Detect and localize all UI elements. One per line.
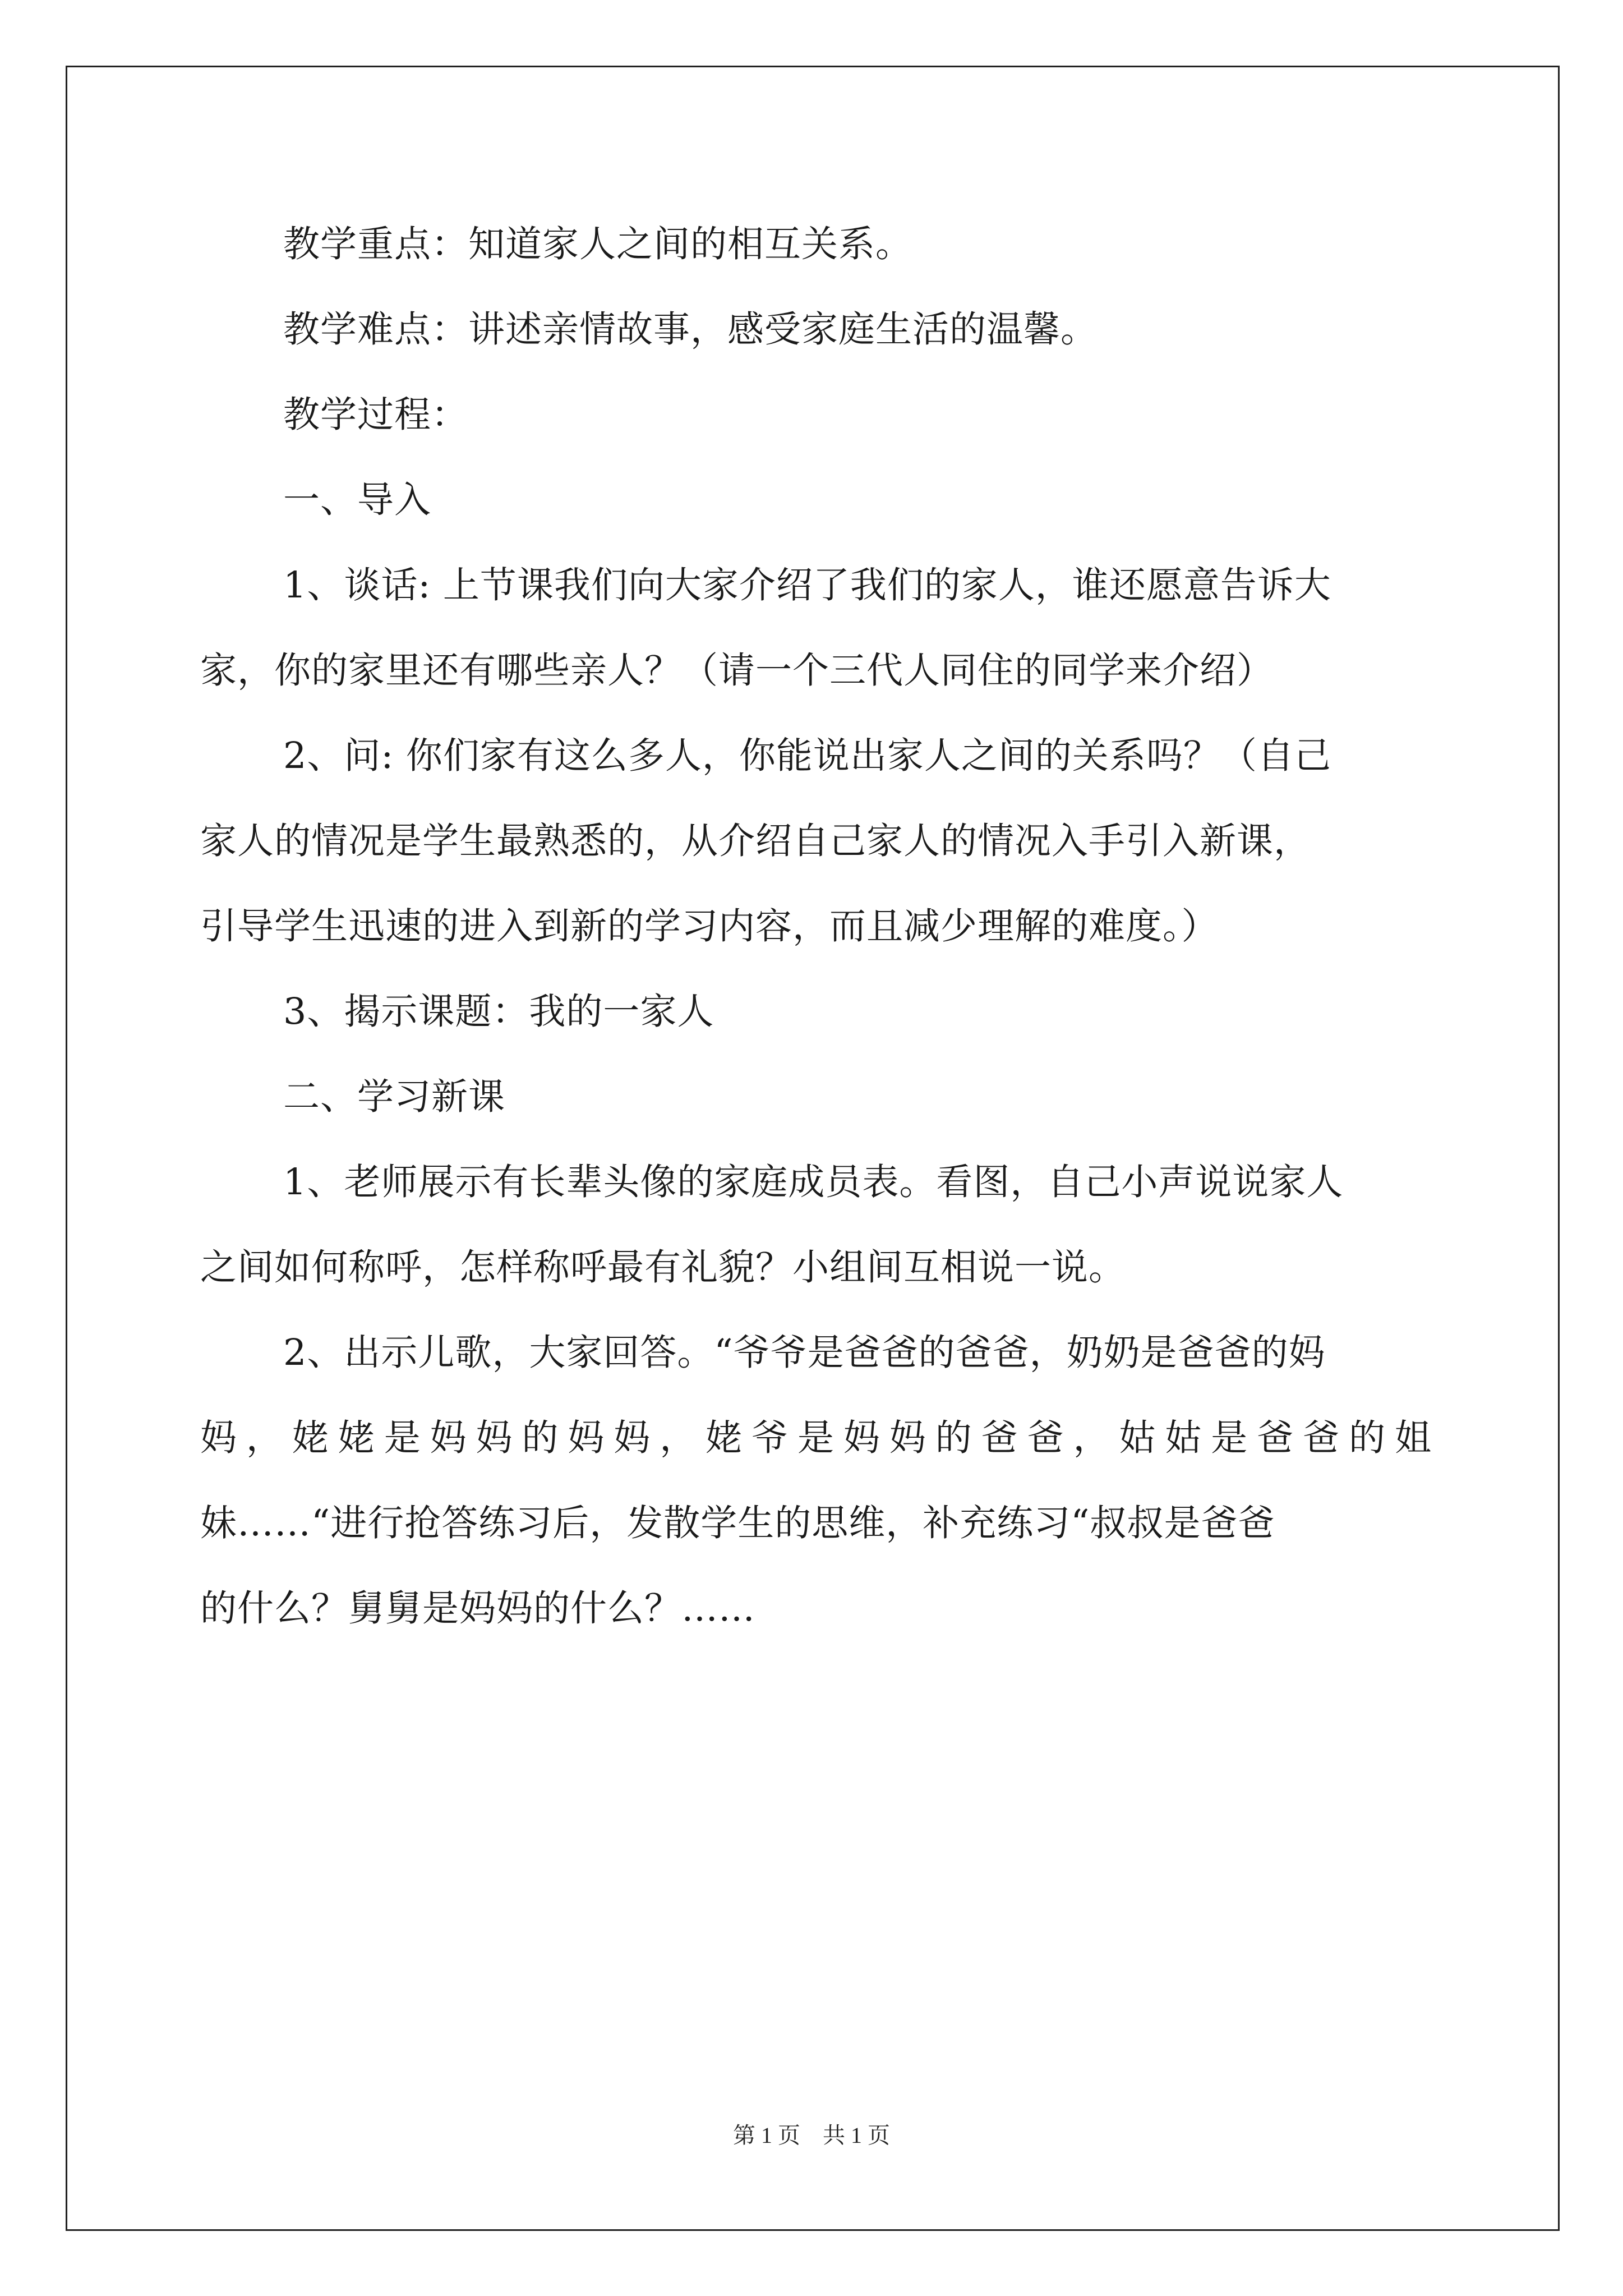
text-line: 2、出示儿歌，大家回答。“爷爷是爸爸的爸爸，奶奶是爸爸的妈 [283,1332,1326,1374]
text-line: 二、学习新课 [283,1076,506,1118]
text-line: 教学过程： [283,394,469,436]
text-line: 2、问: 你们家有这么多人，你能说出家人之间的关系吗？（自己 [283,735,1331,777]
page-number: 第 1 页 共 1 页 [733,2123,890,2148]
text-line: 教学难点：讲述亲情故事，感受家庭生活的温馨。 [283,309,1098,351]
paragraph-question [200,714,1432,969]
paragraph-teaching-difficulty [200,287,1432,372]
document-body [200,202,1432,1651]
text-line: 引导学生迅速的进入到新的学习内容，而且减少理解的难度。） [200,905,1219,947]
text-line: 之间如何称呼，怎样称呼最有礼貌？小组间互相说一说。 [200,1246,1126,1289]
paragraph-family-chart [200,1140,1432,1310]
heading-introduction [200,458,1432,543]
paragraph-nursery-rhyme [200,1310,1432,1651]
text-line: 妹……“进行抢答练习后，发散学生的思维，补充练习“叔叔是爸爸 [200,1502,1275,1544]
text-line: 1、谈话: 上节课我们向大家介绍了我们的家人，谁还愿意告诉大 [283,564,1331,606]
text-line: 的什么？舅舅是妈妈的什么？…… [200,1588,756,1630]
text-line: 教学重点：知道家人之间的相互关系。 [283,223,913,265]
text-line: 3、揭示课题：我的一家人 [283,991,714,1033]
heading-new-lesson [200,1055,1432,1140]
text-line: 妈，姥姥是妈妈的妈妈，姥爷是妈妈的爸爸，姑姑是爸爸的姐 [200,1417,1432,1459]
paragraph-teaching-process [200,372,1432,458]
paragraph-conversation [200,543,1432,714]
paragraph-teaching-focus [200,202,1432,287]
paragraph-reveal-topic [200,969,1432,1055]
text-line: 家人的情况是学生最熟悉的，从介绍自己家人的情况入手引入新课， [200,820,1311,862]
text-line: 1、老师展示有长辈头像的家庭成员表。看图，自己小声说说家人 [283,1161,1344,1203]
text-line: 家，你的家里还有哪些亲人？（请一个三代人同住的同学来介绍） [200,650,1274,692]
text-line: 一、导入 [283,479,432,521]
page-footer [0,2118,1623,2150]
